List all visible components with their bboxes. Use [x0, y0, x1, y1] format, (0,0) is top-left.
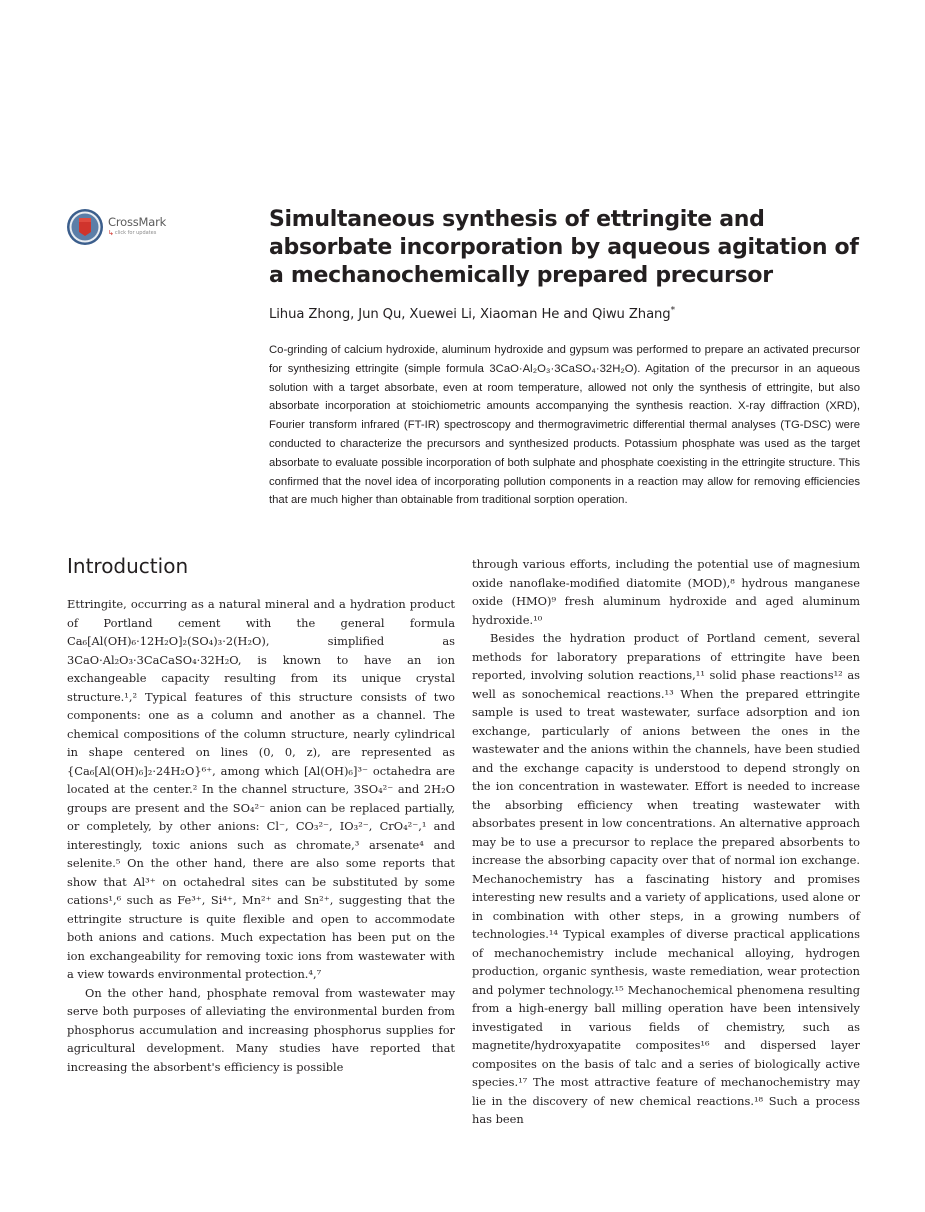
intro-paragraph-1: Ettringite, occurring as a natural mineral and a hydration product of Portland cement with the general formula Ca₆[Al(OH)₆·12H₂O]₂(SO₄)₃·2(H₂O), simplified as 3CaO·Al₂O₃·3CaCaSO₄·32H₂O, is known to have an ion exchangeable capacity resulting from its unique crystal structure.¹,² Typical features of this structure consists of two components: one as a column and another as a channel. The chemical compositions of the column structure, nearly cylindrical in shape centered on lines (0, 0, z), are represented as {Ca₆[Al(OH)₆]₂·24H₂O}⁶⁺, among which [Al(OH)₆]³⁻ octahedra are located at the center.² In the channel structure, 3SO₄²⁻ and 2H₂O groups are present and the SO₄²⁻ anion can be replaced partially, or completely, by other anions: Cl⁻, CO₃²⁻, IO₃²⁻, CrO₄²⁻,¹ and interestingly, toxic anions such as chromate,³ arsenate⁴ and selenite.⁵ On the other hand, there are also some reports that show that Al³⁺ on octahedral sites can be substituted by some cations¹,⁶ such as Fe³⁺, Si⁴⁺, Mn²⁺ and Sn²⁺, suggesting that the ettringite structure is quite flexible and open to accommodate both anions and cations. Much expectation has been put on the ion exchangeability for removing toxic ions from wastewater with a view towards environmental protection.⁴,⁷: [67, 597, 455, 981]
crossmark-title: CrossMark: [108, 214, 167, 229]
section-heading-introduction: Introduction: [67, 554, 189, 578]
article-title: Simultaneous synthesis of ettringite and absorbate incorporation by aqueous agitation of a mechanochemically prepared precursor: [269, 207, 859, 288]
intro-paragraph-4: Besides the hydration product of Portland cement, several methods for laboratory preparations of ettringite have been reported, involving solution reactions,¹¹ solid phase reactions¹² as well as sonochemical reactions.¹³ When the prepared ettringite sample is used to treat wastewater, surface adsorption and ion exchange, particularly of anions between the ones in the wastewater and the anions within the channels, have been studied and the exchange capacity is understood to depend strongly on the ion concentration in wastewater. Effort is needed to increase the absorbing efficiency when treating wastewater with absorbates present in low concentrations. An alternative approach may be to use a precursor to replace the prepared absorbents to increase the absorbing capacity over that of normal ion exchange. Mechanochemistry has a fascinating history and promises interesting new results and a variety of applications, used alone or in combination with other steps, in a growing numbers of technologies.¹⁴ Typical examples of diverse practical applications of mechanochemistry include mechanical alloying, hydrogen production, organic synthesis, waste remediation, wear protection and polymer technology.¹⁵ Mechanochemical phenomena resulting from a high-energy ball milling operation have been intensively investigated in various fields of chemistry, such as magnetite/hydroxyapatite composites¹⁶ and dispersed layer composites on the basis of talc and a series of biologically active species.¹⁷ The most attractive feature of mechanochemistry may lie in the discovery of new chemical reactions.¹⁸ Such a process has been: [472, 631, 860, 1126]
intro-paragraph-2: On the other hand, phosphate removal from wastewater may serve both purposes of alleviating the environmental burden from phosphorus accumulation and increasing phosphorus supplies for agricultural development. Many studies have reported that increasing the absorbent's efficiency is possible: [67, 985, 455, 1074]
crossmark-subtitle: click for updates: [114, 230, 157, 237]
abstract: Co-grinding of calcium hydroxide, aluminum hydroxide and gypsum was performed to prepare an activated precursor for synthesizing ettringite (simple formula 3CaO·Al₂O₃·3CaSO₄·32H₂O). Agitation of the precursor in an aqueous solution with a target absorbate, even at room temperature, allowed not only the synthesis of ettringite, but also absorbate incorporation at stoichiometric amounts accompanying the synthesis reaction. X-ray diffraction (XRD), Fourier transform infrared (FT-IR) spectroscopy and thermogravimetric differential thermal analyses (TG-DSC) were conducted to characterize the precursors and synthesized products. Potassium phosphate was used as the target absorbate to evaluate possible incorporation of both sulphate and phosphate coexisting in the ettringite structure. This confirmed that the novel idea of incorporating pollution components in a reaction may allow for removing efficiencies that are much higher than obtainable from traditional sorption operation.: [269, 344, 860, 507]
right-column: [472, 555, 860, 1129]
crossmark-badge-icon: [66, 208, 104, 246]
left-column: [67, 551, 455, 1076]
author-names: Lihua Zhong, Jun Qu, Xuewei Li, Xiaoman He and Qiwu Zhang: [269, 307, 671, 322]
author-list: [269, 307, 869, 322]
crossmark-logo[interactable]: [66, 207, 176, 247]
intro-paragraph-3: through various efforts, including the potential use of magnesium oxide nanoflake-modified diatomite (MOD),⁸ hydrous manganese oxide (HMO)⁹ fresh aluminum hydroxide and aged aluminum hydroxide.¹⁰: [472, 557, 860, 627]
update-arrow-icon: ↳: [108, 229, 114, 238]
corresponding-author-mark: *: [670, 305, 675, 316]
